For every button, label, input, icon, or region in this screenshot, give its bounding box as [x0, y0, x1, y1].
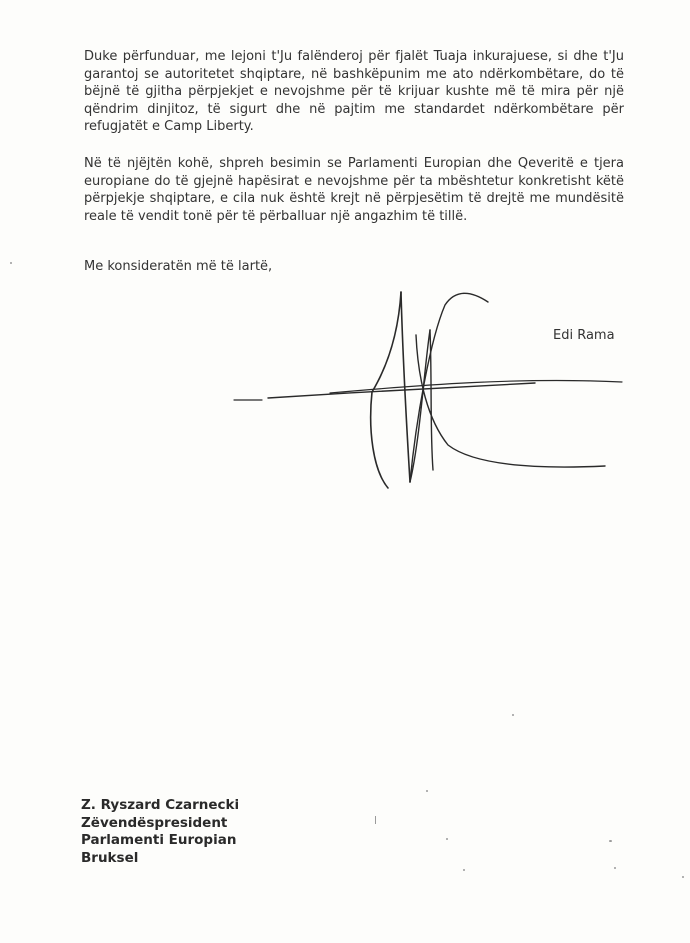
- closing-paragraph-1: Duke përfunduar, me lejoni t'Ju falënderoj për fjalët Tuaja inkurajuese, si dhe t'Ju garantoj se autoritetet shqiptare, në bashkëpunim me ato ndërkombëtare, do të bëjnë të gjitha përpjekjet e nevojshme për të krijuar kushte më të mira për një qëndrim dinjitoz, të sigurt dhe në pajtim me standardet ndërkombëtare për refugjatët e Camp Liberty.: [84, 49, 624, 134]
- scan-speck: [463, 869, 465, 871]
- scan-speck: [375, 816, 376, 824]
- scan-speck: [512, 714, 514, 716]
- recipient-title: Zëvendëspresident: [81, 814, 228, 831]
- scan-speck: [426, 790, 428, 792]
- recipient-name: Z. Ryszard Czarnecki: [81, 797, 240, 813]
- scan-speck: [10, 262, 12, 264]
- scan-speck: [609, 840, 612, 842]
- salutation: Me konsideratën më të lartë,: [84, 259, 273, 274]
- closing-paragraph-2: Në të njëjtën kohë, shpreh besimin se Parlamenti Europian dhe Qeveritë e tjera europiane do të gjejnë hapësirat e nevojshme për ta mbështetur konkretisht këtë përpjekje shqiptare, e cila nuk është krejt në përpjesëtim të drejtë me mundësitë reale të vendit tonë për të përballuar një angazhim të tillë.: [84, 156, 624, 224]
- scan-speck: [446, 838, 448, 840]
- signatory-name: Edi Rama: [553, 328, 615, 343]
- scan-speck: [682, 876, 684, 878]
- scan-speck: [614, 867, 616, 869]
- recipient-city: Bruksel: [81, 849, 139, 866]
- recipient-institution: Parlamenti Europian: [81, 832, 237, 848]
- recipient-block: [81, 797, 239, 867]
